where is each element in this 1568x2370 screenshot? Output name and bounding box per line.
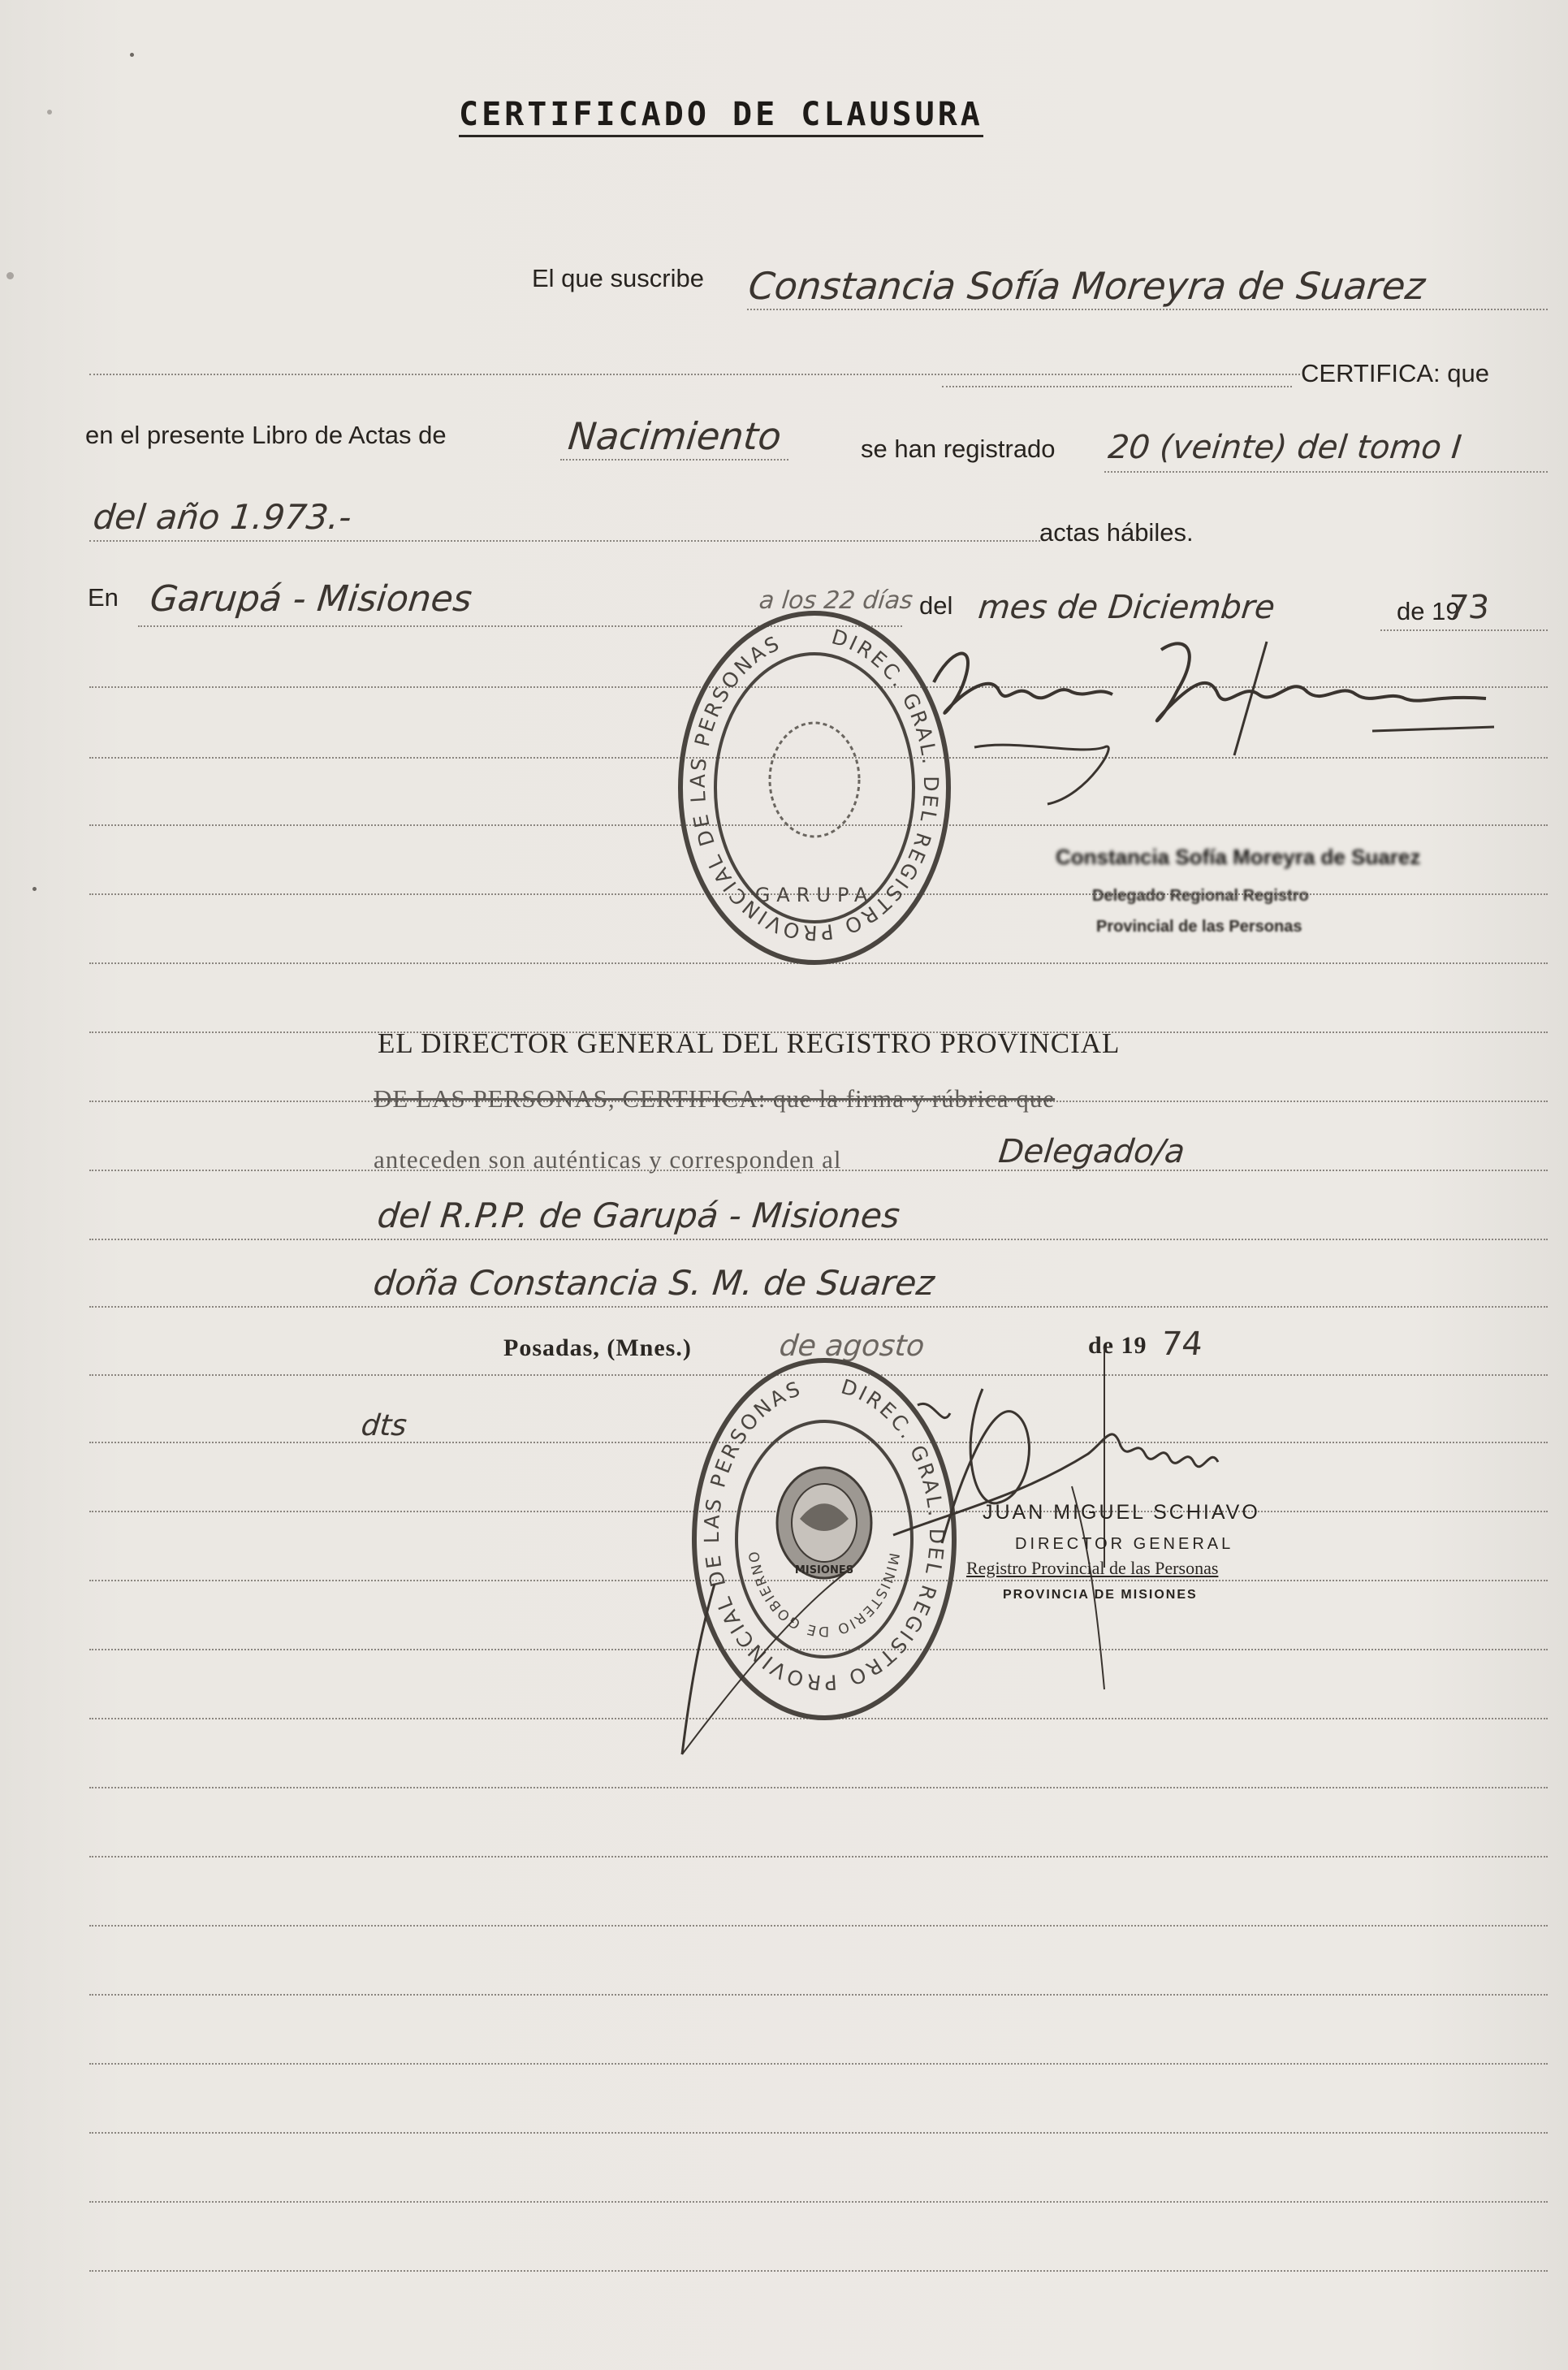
ruled-line xyxy=(89,2201,1548,2203)
ruled-line xyxy=(89,2270,1548,2272)
delegate-org-line: Provincial de las Personas xyxy=(1096,918,1302,936)
director-cert-line-3: anteceden son auténticas y corresponden al xyxy=(374,1145,842,1174)
ruled-line xyxy=(89,540,1040,542)
speck xyxy=(47,110,52,115)
ruled-line xyxy=(89,1239,1548,1240)
delegate-role-line: Delegado Regional Registro xyxy=(1092,887,1309,905)
ruled-line xyxy=(560,459,788,461)
handwritten-delegado: Delegado/a xyxy=(996,1133,1187,1170)
posadas-de-19: de 19 xyxy=(1088,1332,1147,1359)
speck xyxy=(6,272,14,279)
director-cert-line-1: EL DIRECTOR GENERAL DEL REGISTRO PROVINCIAL xyxy=(378,1027,1121,1059)
ruled-line xyxy=(89,1787,1548,1788)
ruled-line xyxy=(89,2132,1548,2134)
label-en-el-presente: en el presente Libro de Actas de xyxy=(85,421,447,449)
director-province: PROVINCIA DE MISIONES xyxy=(1003,1588,1198,1602)
label-en: En xyxy=(88,583,119,612)
speck xyxy=(130,53,134,57)
stamp2-ring-text: DIREC. GRAL. DEL REGISTRO PROVINCIAL DE LAS PERSONAS xyxy=(699,1374,949,1695)
handwritten-year: 73 xyxy=(1445,589,1492,626)
handwritten-place: Garupá - Misiones xyxy=(148,578,474,620)
label-se-han-registrado: se han registrado xyxy=(861,435,1056,463)
handwritten-libro: Nacimiento xyxy=(566,414,784,458)
official-stamp-garupa xyxy=(672,605,957,971)
posadas-label: Posadas, (Mnes.) xyxy=(503,1334,692,1361)
label-el-que-suscribe: El que suscribe xyxy=(532,264,704,292)
signature-delegate xyxy=(918,617,1535,812)
label-certifica: CERTIFICA: que xyxy=(1301,359,1490,387)
ruled-line xyxy=(89,1856,1548,1858)
ruled-line xyxy=(89,2063,1548,2065)
label-del: del xyxy=(919,591,953,620)
speck xyxy=(32,887,37,891)
ruled-line xyxy=(1104,471,1548,473)
stamp2-emblem-text: MISIONES xyxy=(794,1564,854,1576)
ruled-line xyxy=(89,1925,1548,1927)
director-cert-line-2: DE LAS PERSONAS, CERTIFICA: que la firma y rúbrica que xyxy=(374,1084,1056,1113)
ruled-line xyxy=(89,374,1300,375)
stamp1-ring-text: DIREC. GRAL. DEL REGISTRO PROVINCIAL DE LAS PERSONAS xyxy=(685,625,944,945)
handwritten-year-line: del año 1.973.- xyxy=(91,497,354,537)
stamp2-inner-ring-text: MINISTERIO DE GOBIERNO xyxy=(745,1548,902,1640)
handwritten-date-days: a los 22 días xyxy=(758,586,914,615)
director-role: DIRECTOR GENERAL xyxy=(1015,1535,1234,1553)
handwritten-posadas-year: 74 xyxy=(1159,1326,1205,1363)
ruled-line xyxy=(942,386,1292,387)
stamp1-inner-text: GARUPA xyxy=(754,884,875,906)
ruled-line xyxy=(747,309,1548,310)
handwritten-initials: dts xyxy=(359,1409,408,1442)
handwritten-posadas-date: de agosto xyxy=(777,1330,927,1363)
handwritten-count: 20 (veinte) del tomo I xyxy=(1106,429,1463,466)
handwritten-rpp-line: del R.P.P. de Garupá - Misiones xyxy=(375,1196,902,1235)
director-org: Registro Provincial de las Personas xyxy=(966,1558,1219,1578)
director-name: JUAN MIGUEL SCHIAVO xyxy=(983,1501,1260,1524)
handwritten-dona-line: doña Constancia S. M. de Suarez xyxy=(371,1263,937,1303)
ruled-line xyxy=(89,1994,1548,1996)
label-actas-habiles: actas hábiles. xyxy=(1039,518,1194,547)
handwritten-signer-name: Constancia Sofía Moreyra de Suarez xyxy=(746,264,1428,308)
handwritten-month: mes de Diciembre xyxy=(976,589,1277,626)
label-de-19: de 19 xyxy=(1397,597,1460,625)
delegate-name-line: Constancia Sofía Moreyra de Suarez xyxy=(1056,845,1421,869)
document-title: CERTIFICADO DE CLAUSURA xyxy=(459,96,983,137)
